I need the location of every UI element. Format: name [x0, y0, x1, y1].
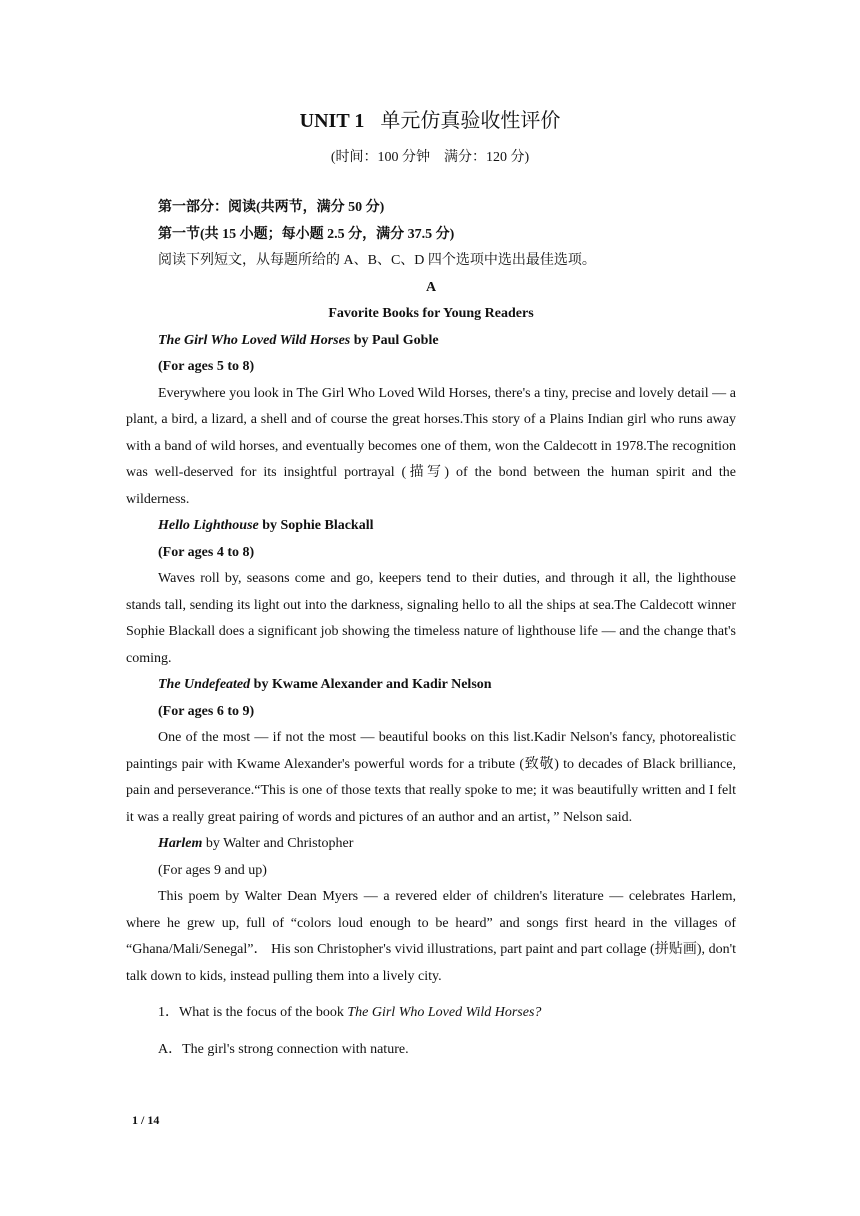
book-description: This poem by Walter Dean Myers — a revered elder of children's literature — celebrates Harlem, where he grew up, full of “colors loud enough to be heard” and songs first heard in the villages of “Ghana/Mali/Senegal”． His son Christopher's vivid illustrations, part paint and part collage (拼贴画), don't talk down to kids, instead pulling them into a lively city.	[126, 889, 736, 984]
passage-heading: Favorite Books for Young Readers	[328, 306, 534, 321]
book-author: by Paul Goble	[350, 332, 439, 348]
book-title-line	[126, 513, 736, 540]
book-ages: (For ages 6 to 9)	[158, 703, 255, 719]
instruction-text: 阅读下列短文，从每题所给的 A、B、C、D 四个选项中选出最佳选项。	[158, 253, 596, 268]
book-title-line	[126, 672, 736, 699]
book-title: Hello Lighthouse	[158, 518, 259, 533]
question-stem	[126, 1000, 736, 1027]
book-author: by Walter and Christopher	[202, 836, 354, 851]
book-title-line	[126, 328, 736, 355]
book-author: by Sophie Blackall	[258, 518, 374, 533]
part-heading: 第一部分：阅读(共两节，满分 50 分)	[158, 200, 385, 215]
book-description: Waves roll by, seasons come and go, keepers tend to their duties, and through it all, the lighthouse stands tall, sending its light out into the darkness, signaling hello to all the ships at sea.The Caldecott winner Sophie Blackall does a significant job showing the timeless nature of lighthouse life — and the change that's coming.	[126, 571, 736, 666]
passage-letter: A	[425, 279, 437, 295]
book-title: The Undefeated	[158, 677, 251, 692]
book-title-line	[126, 831, 736, 858]
book-title: Harlem	[158, 836, 203, 851]
question-option-a: A．The girl's strong connection with nature.	[158, 1041, 409, 1057]
book-description: Everywhere you look in The Girl Who Loved Wild Horses, there's a tiny, precise and lovely detail — a plant, a bird, a lizard, a shell and of course the great horses.This story of a Plains Indian girl who runs away with a band of wild horses, and eventually becomes one of them, won the Caldecott in 1978.The recognition was well-deserved for its insightful portrayal (描写) of the bond between the human spirit and the wilderness.	[126, 385, 736, 507]
question-prefix: 1．What is the focus of the book	[158, 1005, 348, 1020]
book-ages: (For ages 4 to 8)	[158, 544, 255, 560]
book-description: One of the most — if not the most — beautiful books on this list.Kadir Nelson's fancy, photorealistic paintings pair with Kwame Alexander's powerful words for a tribute (致敬) to decades of Black brilliance, pain and perseverance.“This is one of those texts that really spoke to me; it was beautifully written and I felt it was a really great pairing of words and pictures of an author and an artist，” Nelson said.	[126, 730, 736, 825]
book-ages: (For ages 5 to 8)	[158, 359, 255, 374]
book-title: The Girl Who Loved Wild Horses	[158, 332, 351, 348]
book-ages: (For ages 9 and up)	[158, 862, 267, 878]
page-number: 1 / 14	[132, 1113, 160, 1127]
document-body	[126, 195, 736, 1063]
title-chinese: 单元仿真验收性评价	[380, 110, 561, 132]
unit-label: UNIT 1	[299, 110, 365, 132]
page-title	[0, 104, 860, 133]
section-heading: 第一节(共 15 小题；每小题 2.5 分，满分 37.5 分)	[158, 226, 455, 242]
page-subtitle: (时间：100 分钟 满分：120 分)	[330, 150, 530, 165]
question-book-title: The Girl Who Loved Wild Horses?	[347, 1005, 542, 1020]
book-author: by Kwame Alexander and Kadir Nelson	[250, 677, 492, 692]
